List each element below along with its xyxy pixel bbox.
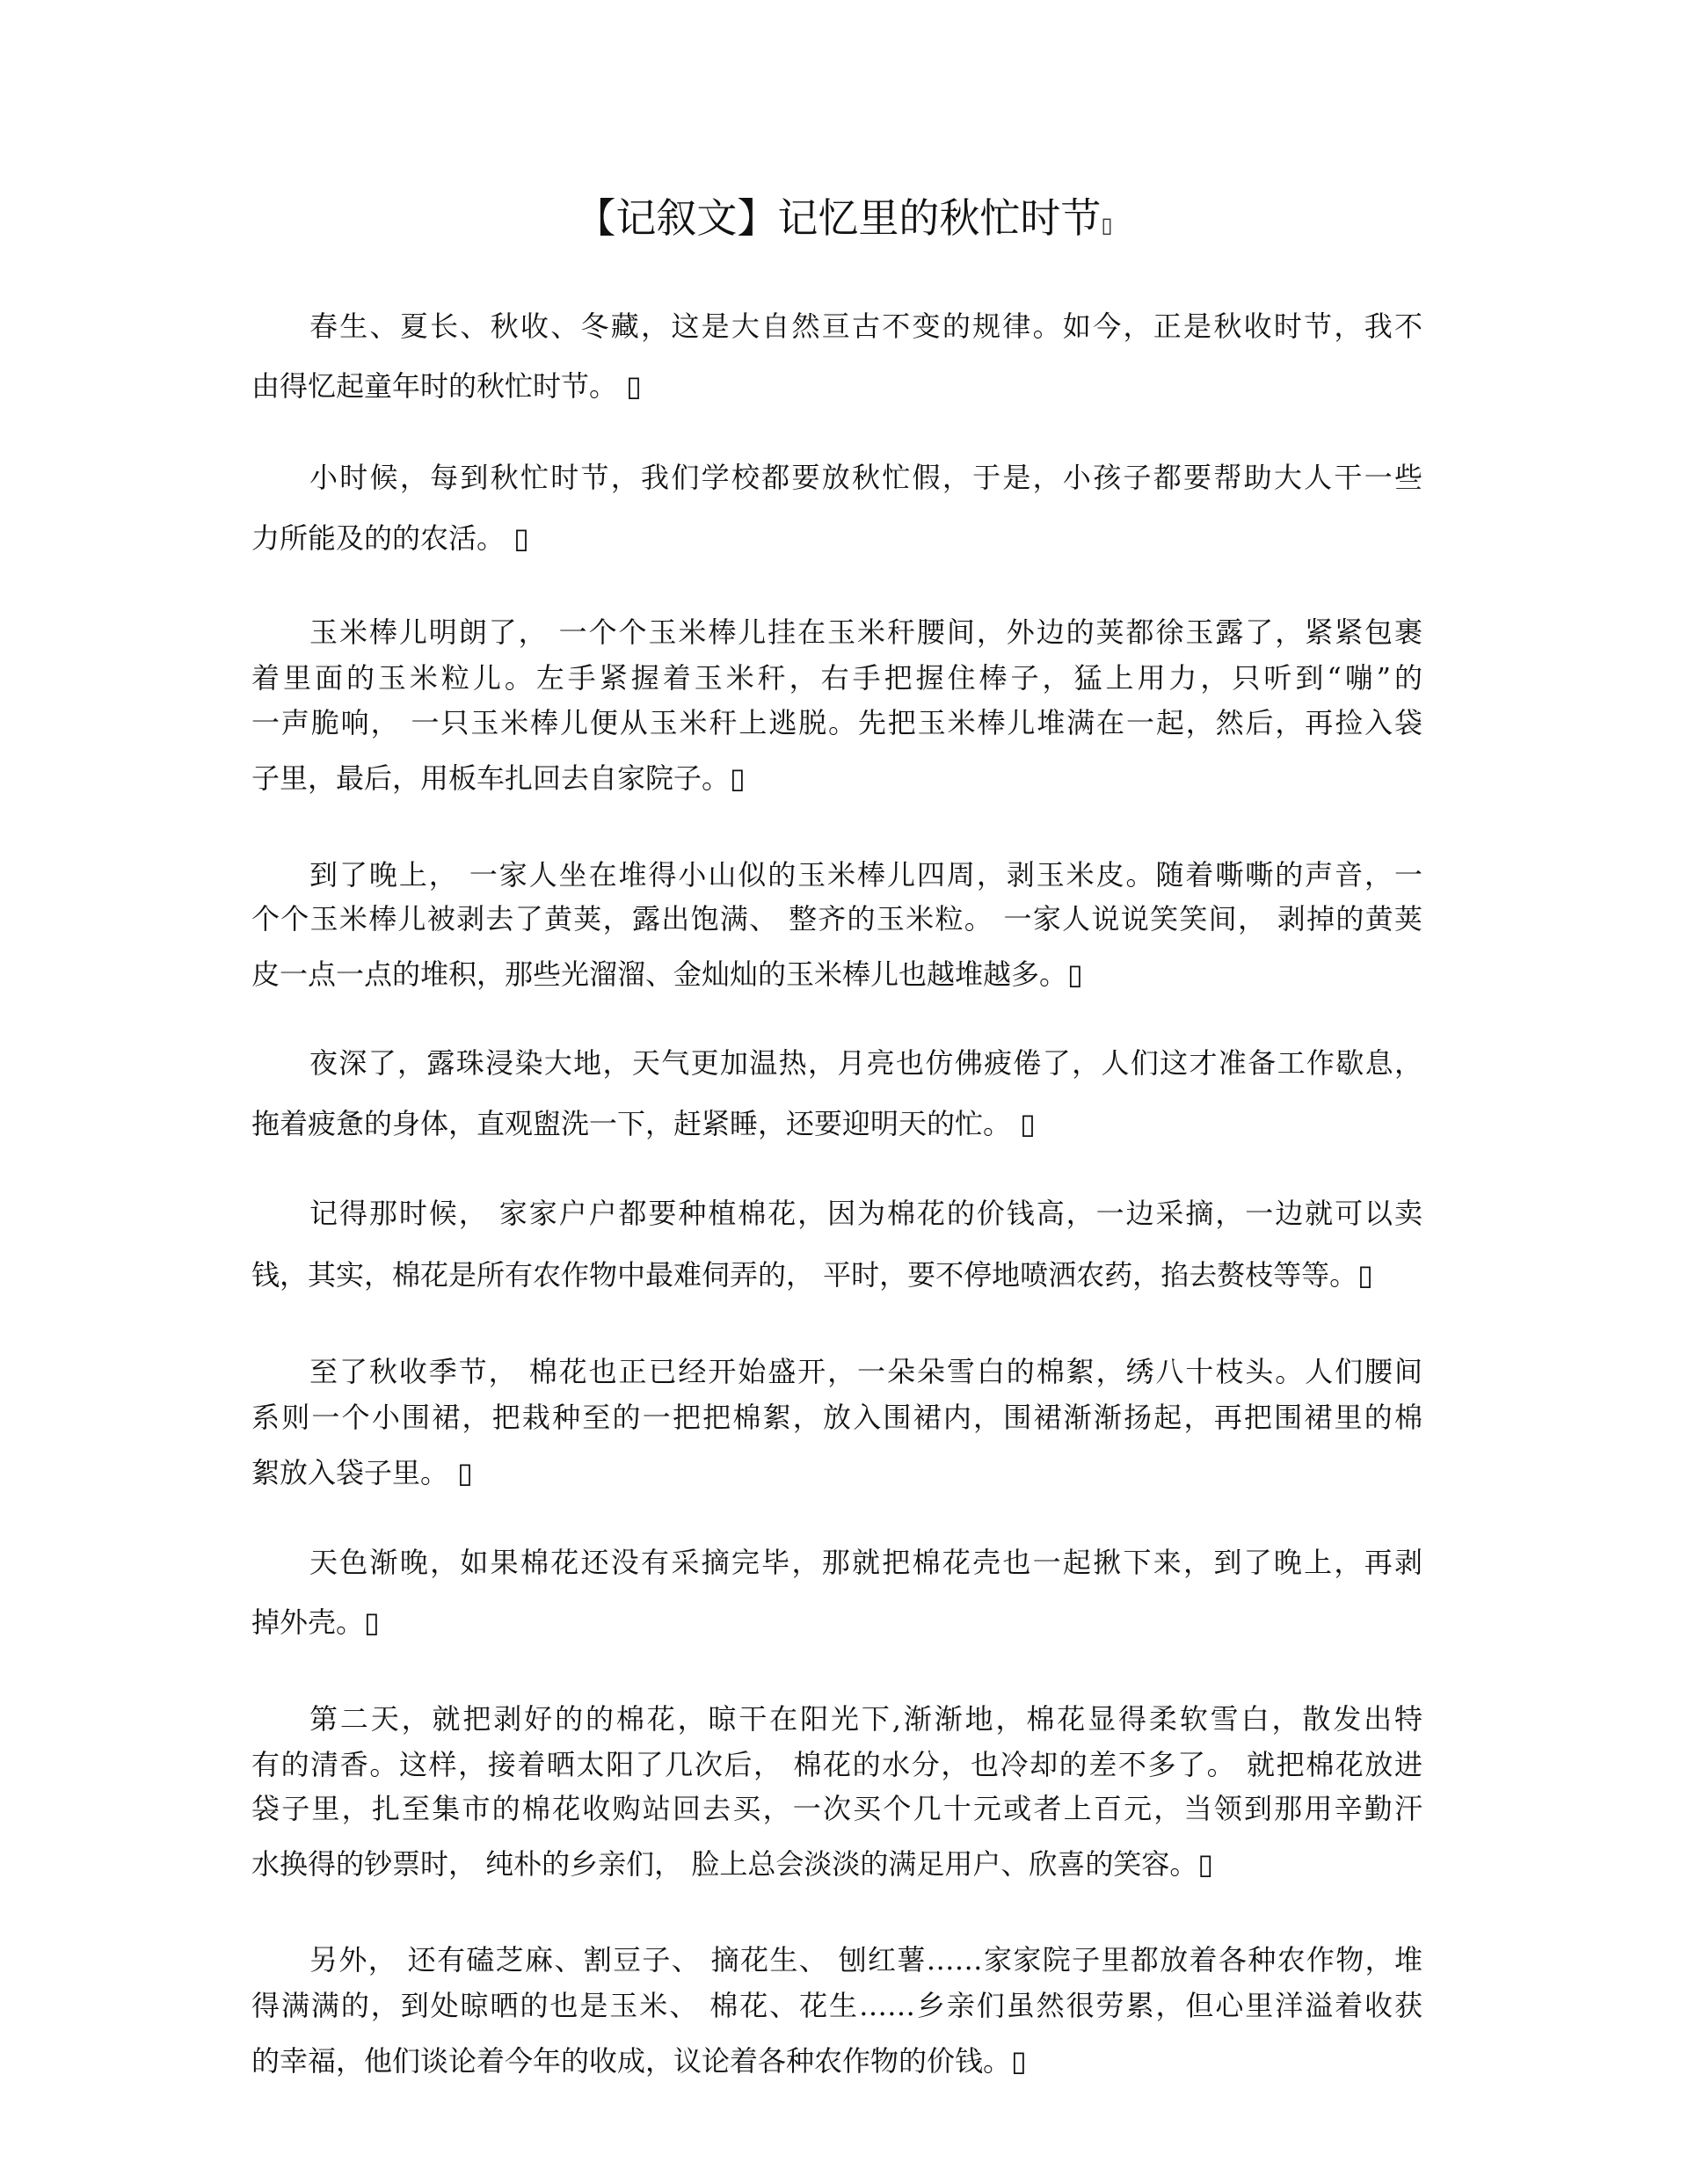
paragraph-5-line-1: 夜深了，露珠浸染大地，天气更加温热，月亮也仿佛疲倦了，人们这才准备工作歇息， [309, 1046, 1422, 1080]
paragraph-7-line-2: 系则一个小围裙，把栽种至的一把把棉絮，放入围裙内，围裙渐渐扬起，再把围裙里的棉 [251, 1401, 1422, 1434]
paragraph-7-line-3: 絮放入袋子里。 ▯ [251, 1456, 473, 1489]
paragraph-2-line-1: 小时候，每到秋忙时节，我们学校都要放秋忙假，于是，小孩子都要帮助大人干一些 [309, 461, 1422, 494]
paragraph-7-line-1: 至了秋收季节， 棉花也正已经开始盛开，一朵朵雪白的棉絮，绣八十枝头。人们腰间 [309, 1355, 1422, 1388]
paragraph-3-line-2: 着里面的玉米粒儿。左手紧握着玉米秆，右手把握住棒子，猛上用力，只听到“嘣”的 [251, 661, 1422, 695]
paragraph-4-line-3: 皮一点一点的堆积，那些光溜溜、金灿灿的玉米棒儿也越堆越多。▯ [251, 957, 1083, 991]
paragraph-3-line-1: 玉米棒儿明朗了， 一个个玉米棒儿挂在玉米秆腰间，外边的荚都徐玉露了，紧紧包裹 [309, 615, 1422, 649]
paragraph-3-line-4: 子里，最后，用板车扎回去自家院子。▯ [251, 761, 746, 795]
paragraph-2-line-2: 力所能及的的农活。 ▯ [251, 521, 529, 555]
paragraph-10-line-3: 的幸福，他们谈论着今年的收成，议论着各种农作物的价钱。▯ [251, 2044, 1027, 2078]
paragraph-6-line-1: 记得那时候， 家家户户都要种植棉花，因为棉花的价钱高，一边采摘，一边就可以卖 [309, 1197, 1422, 1230]
paragraph-6-line-2: 钱，其实，棉花是所有农作物中最难伺弄的， 平时，要不停地喷洒农药，掐去赘枝等等。▯ [251, 1258, 1373, 1292]
paragraph-1-line-1: 春生、夏长、秋收、冬藏，这是大自然亘古不变的规律。如今，正是秋收时节，我不 [309, 309, 1422, 343]
paragraph-10-line-2: 得满满的，到处晾晒的也是玉米、 棉花、花生……乡亲们虽然很劳累，但心里洋溢着收获 [251, 1989, 1422, 2022]
page-title [0, 192, 1688, 251]
paragraph-10-line-1: 另外， 还有磕芝麻、割豆子、 摘花生、 刨红薯……家家院子里都放着各种农作物，堆 [309, 1943, 1422, 1977]
paragraph-8-line-1: 天色渐晚，如果棉花还没有采摘完毕，那就把棉花壳也一起揪下来，到了晚上，再剥 [309, 1546, 1422, 1579]
paragraph-1-line-2: 由得忆起童年时的秋忙时节。 ▯ [251, 369, 642, 403]
paragraph-5-line-2: 拖着疲惫的身体，直观盥洗一下，赶紧睡，还要迎明天的忙。 ▯ [251, 1107, 1036, 1140]
paragraph-9-line-3: 袋子里，扎至集市的棉花收购站回去买，一次买个几十元或者上百元，当领到那用辛勤汗 [251, 1792, 1422, 1825]
paragraph-9-line-4: 水换得的钞票时， 纯朴的乡亲们， 脸上总会淡淡的满足用户、欣喜的笑容。▯ [251, 1847, 1213, 1881]
paragraph-8-line-2: 掉外壳。▯ [251, 1605, 380, 1639]
paragraph-9-line-1: 第二天，就把剥好的的棉花，晾干在阳光下,渐渐地，棉花显得柔软雪白，散发出特 [309, 1702, 1422, 1736]
title-text: 【记叙文】记忆里的秋忙时节 [575, 194, 1102, 242]
paragraph-9-line-2: 有的清香。这样，接着晒太阳了几次后， 棉花的水分，也冷却的差不多了。 就把棉花放进 [251, 1748, 1422, 1781]
missing-glyph-mark: ▯ [1101, 213, 1113, 237]
paragraph-4-line-2: 个个玉米棒儿被剥去了黄荚，露出饱满、 整齐的玉米粒。 一家人说说笑笑间， 剥掉的黄荚 [251, 902, 1422, 935]
paragraph-3-line-3: 一声脆响， 一只玉米棒儿便从玉米秆上逃脱。先把玉米棒儿堆满在一起，然后，再捡入袋 [251, 706, 1422, 739]
paragraph-4-line-1: 到了晚上， 一家人坐在堆得小山似的玉米棒儿四周，剥玉米皮。随着嘶嘶的声音，一 [309, 858, 1422, 892]
